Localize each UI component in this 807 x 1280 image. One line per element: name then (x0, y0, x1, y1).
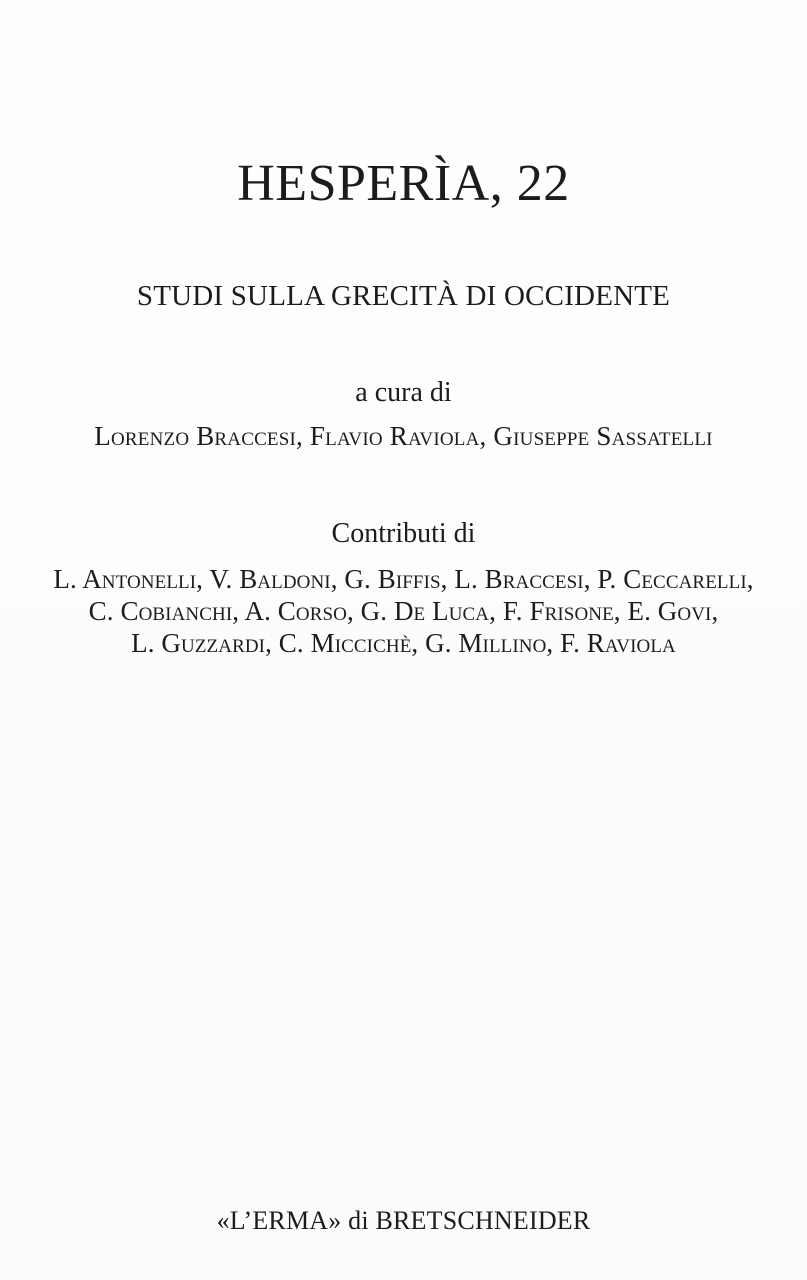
book-title: HESPERÌA, 22 (237, 155, 570, 212)
book-subtitle: STUDI SULLA GRECITÀ DI OCCIDENTE (136, 280, 671, 312)
contributors-line: C. Cobianchi, A. Corso, G. De Luca, F. Frisone, E. Govi, (88, 596, 719, 626)
publisher-name: «L’ERMA» di BRETSCHNEIDER (216, 1206, 591, 1235)
contributors-label: Contributi di (331, 518, 476, 549)
editors-names: Lorenzo Braccesi, Flavio Raviola, Giuseppe Sassatelli (94, 421, 713, 451)
contributors-line: L. Guzzardi, C. Miccichè, G. Millino, F. Raviola (131, 628, 676, 658)
editors-label: a cura di (355, 377, 452, 408)
contributors-line: L. Antonelli, V. Baldoni, G. Biffis, L. Braccesi, P. Ceccarelli, (53, 564, 754, 594)
